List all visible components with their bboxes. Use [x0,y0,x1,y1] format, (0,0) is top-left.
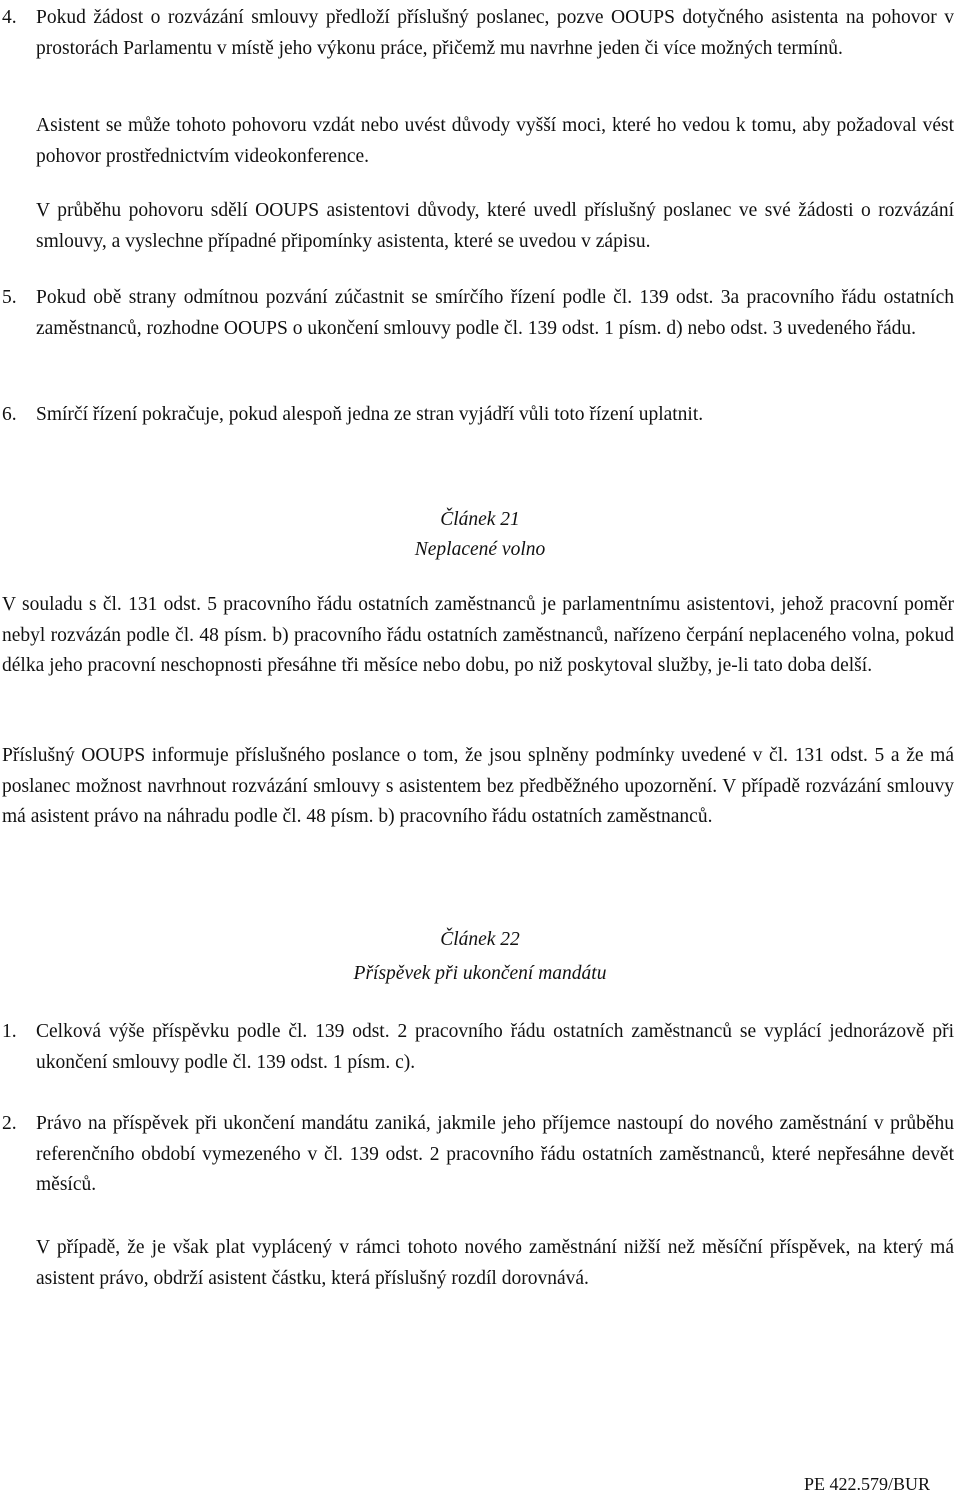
paragraph-item-4-part-2: Asistent se může tohoto pohovoru vzdát nebo uvést důvody vyšší moci, které ho vedou k tomu, aby požadoval vést pohovor prostřednictvím videokonference. [36,115,954,167]
item-text: Pokud obě strany odmítnou pozvání zúčastnit se smírčího řízení podle čl. 139 odst. 3a pracovního řádu ostatních zaměstnanců, rozhodne OOUPS o ukončení smlouvy podle čl. 139 odst. 1 písm. d) nebo odst. 3 uvedeného řádu. [36,287,954,339]
article-21-heading: Článek 21 [440,509,520,530]
article-21-subheading: Neplacené volno [414,539,546,560]
item-number: 5. [2,287,17,308]
item-number: 1. [2,1021,17,1042]
document-reference: PE 422.579/BUR [803,1474,930,1494]
item-text: Právo na příspěvek při ukončení mandátu zaniká, jakmile jeho příjemce nastoupí do nového zaměstnání v průběhu referenčního období vymezeného v čl. 139 odst. 2 pracovního řádu ostatních zaměstnanců, které nepřesáhne devět měsíců. [36,1113,954,1195]
article-22-item-2-part-2: V případě, že je však plat vyplácený v rámci tohoto nového zaměstnání nižší než měsíční příspěvek, na který má asistent právo, obdrží asistent částku, která příslušný rozdíl dorovnává. [36,1237,954,1289]
item-text: Smírčí řízení pokračuje, pokud alespoň jedna ze stran vyjádří vůli toto řízení uplatnit. [36,404,704,425]
item-number: 4. [2,7,17,28]
article-21-paragraph-2: Příslušný OOUPS informuje příslušného poslance o tom, že jsou splněny podmínky uvedené v čl. 131 odst. 5 a že má poslanec možnost navrhnout rozvázání smlouvy s asistentem bez předběžného upozornění. V případě rozvázání smlouvy má asistent právo na náhradu podle čl. 48 písm. b) pracovního řádu ostatních zaměstnanců. [2,745,954,827]
article-22-item-2 [2,1109,954,1201]
paragraph-item-5 [2,283,954,344]
article-21-paragraph-1: V souladu s čl. 131 odst. 5 pracovního řádu ostatních zaměstnanců je parlamentnímu asistentovi, jehož pracovní poměr nebyl rozvázán podle čl. 48 písm. b) pracovního řádu ostatních zaměstnanců, nařízeno čerpání neplaceného volna, pokud délka jeho pracovní neschopnosti přesáhne tři měsíce nebo dobu, po niž poskytoval služby, je-li tato doba delší. [2,594,954,676]
paragraph-item-4 [2,3,954,64]
item-text: Celková výše příspěvku podle čl. 139 odst. 2 pracovního řádu ostatních zaměstnanců se vyplácí jednorázově při ukončení smlouvy podle čl. 139 odst. 1 písm. c). [36,1021,954,1073]
article-22-heading: Článek 22 [440,929,520,950]
item-number: 2. [2,1113,17,1134]
item-text: Pokud žádost o rozvázání smlouvy předloží příslušný poslanec, pozve OOUPS dotyčného asistenta na pohovor v prostorách Parlamentu v místě jeho výkonu práce, přičemž mu navrhne jeden či více možných termínů. [36,7,954,59]
paragraph-item-6 [2,400,954,431]
item-number: 6. [2,404,17,425]
paragraph-item-4-part-3: V průběhu pohovoru sdělí OOUPS asistentovi důvody, které uvedl příslušný poslanec ve své žádosti o rozvázání smlouvy, a vyslechne případné připomínky asistenta, které se uvedou v zápisu. [36,200,954,252]
article-22-subheading: Příspěvek při ukončení mandátu [353,963,607,984]
article-22-item-1 [2,1017,954,1078]
